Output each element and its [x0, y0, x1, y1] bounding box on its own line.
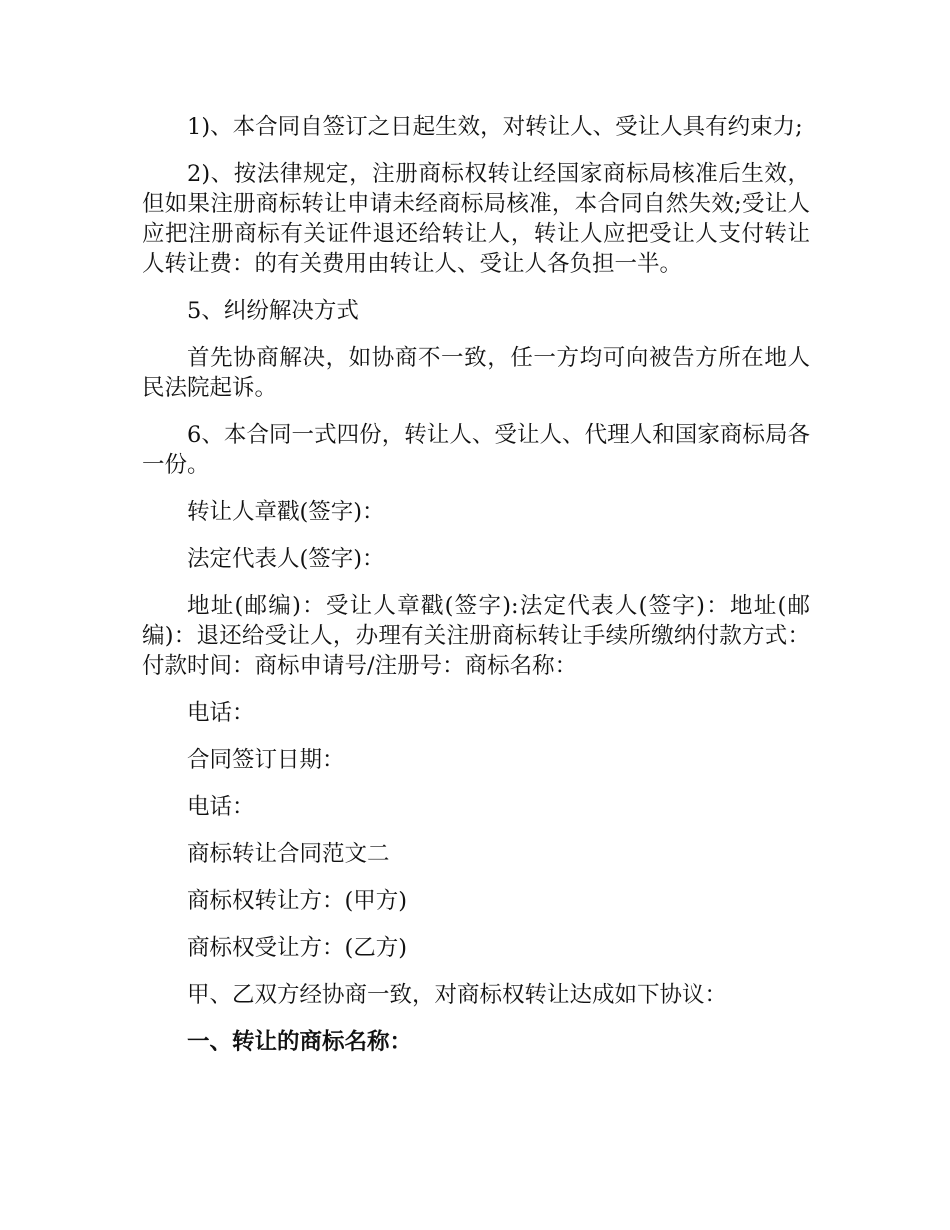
legal-rep-line: 法定代表人(签字)：: [187, 546, 385, 572]
phone-line: 电话：: [187, 794, 255, 820]
signing-date-line: 合同签订日期：: [187, 747, 345, 773]
clause-dispute-resolution: 首先协商解决，如协商不一致，任一方均可向被告方所在地人民法院起诉。: [142, 345, 810, 401]
section-trademark-name: 一、转让的商标名称：: [187, 1029, 413, 1055]
clause-approval-condition: 2)、按法律规定，注册商标权转让经国家商标局核准后生效，但如果注册商标转让申请未经商标局核准，本合同自然失效;受让人应把注册商标有关证件退还给转让人，转让人应把受让人支付转让人转让费：的有关费用由转让人、受让人各负担一半。: [142, 161, 810, 277]
transferor-party: 商标权转让方：(甲方): [187, 888, 408, 914]
section-dispute-resolution: 5、纠纷解决方式: [187, 298, 359, 324]
phone-line: 电话：: [187, 700, 255, 726]
address-details: 地址(邮编)：受让人章戳(签字):法定代表人(签字)：地址(邮编)：退还给受让人，办理有关注册商标转让手续所缴纳付款方式：付款时间：商标申请号/注册号：商标名称：: [142, 593, 810, 679]
clause-copies: 6、本合同一式四份，转让人、受让人、代理人和国家商标局各一份。: [142, 422, 810, 478]
document-page: [142, 112, 810, 1074]
clause-effective-date: 1)、本合同自签订之日起生效，对转让人、受让人具有约束力;: [187, 114, 803, 140]
agreement-intro: 甲、乙双方经协商一致，对商标权转让达成如下协议：: [187, 982, 728, 1008]
sample-two-title: 商标转让合同范文二: [187, 841, 390, 867]
transferor-seal-line: 转让人章戳(签字)：: [187, 499, 385, 525]
transferee-party: 商标权受让方：(乙方): [187, 935, 408, 961]
